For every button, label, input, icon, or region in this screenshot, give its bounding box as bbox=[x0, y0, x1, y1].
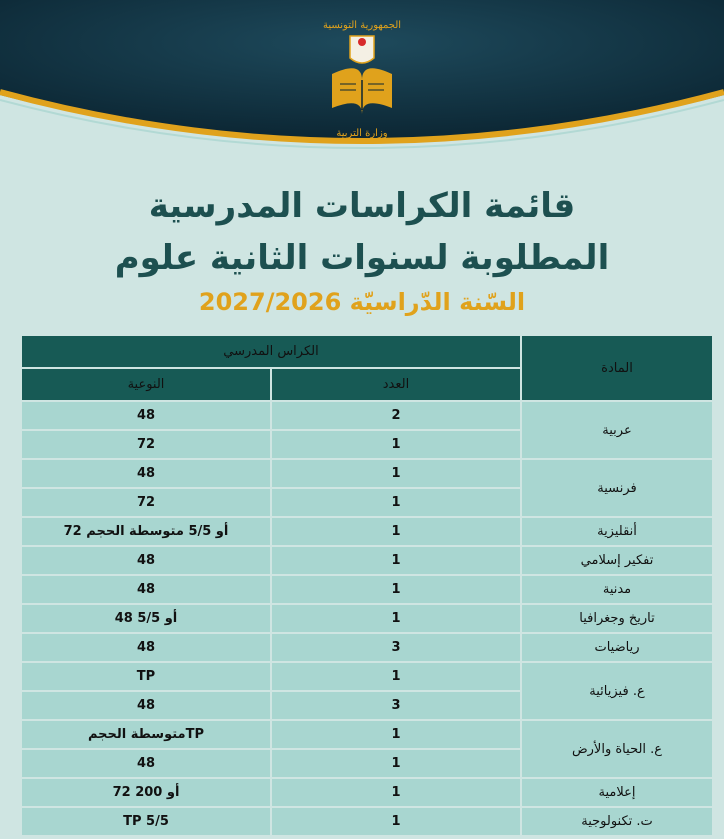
ministry-text: وزارة التربية bbox=[336, 128, 388, 139]
count-cell: 1 bbox=[272, 605, 520, 632]
type-cell: 72 bbox=[22, 431, 270, 458]
subject-cell: فرنسية bbox=[522, 460, 712, 516]
type-header: النوعية bbox=[22, 369, 270, 400]
title-line-1: قائمة الكراسات المدرسية bbox=[148, 186, 576, 226]
count-cell: 1 bbox=[272, 518, 520, 545]
table-row bbox=[22, 518, 712, 545]
subject-cell: أنقليزية bbox=[522, 518, 712, 545]
emblem-icon bbox=[312, 14, 412, 144]
type-cell: 72 أو 5/5 متوسطة الحجم bbox=[22, 518, 270, 545]
table-row bbox=[22, 402, 712, 429]
table-row bbox=[22, 634, 712, 661]
count-cell: 3 bbox=[272, 634, 520, 661]
subject-header: المادة bbox=[522, 336, 712, 400]
notebook-table bbox=[20, 334, 714, 837]
table-row bbox=[22, 547, 712, 574]
table-row bbox=[22, 605, 712, 632]
type-cell: 48 bbox=[22, 402, 270, 429]
table-row bbox=[22, 576, 712, 603]
subject-cell: ع. الحياة والأرض bbox=[522, 721, 712, 777]
type-cell: TP bbox=[22, 663, 270, 690]
subject-cell: تاريخ وجغرافيا bbox=[522, 605, 712, 632]
count-cell: 1 bbox=[272, 750, 520, 777]
subject-cell: مدنية bbox=[522, 576, 712, 603]
table-row bbox=[22, 460, 712, 487]
table-row bbox=[22, 808, 712, 835]
count-cell: 1 bbox=[272, 779, 520, 806]
count-cell: 3 bbox=[272, 692, 520, 719]
type-cell: 48 bbox=[22, 576, 270, 603]
table-row bbox=[22, 779, 712, 806]
type-cell: 72 bbox=[22, 489, 270, 516]
type-cell: 48 أو 5/5 bbox=[22, 605, 270, 632]
count-cell: 2 bbox=[272, 402, 520, 429]
count-cell: 1 bbox=[272, 721, 520, 748]
header-banner bbox=[0, 0, 724, 170]
table-row bbox=[22, 663, 712, 690]
subject-cell: عربية bbox=[522, 402, 712, 458]
notebook-group-header: الكراس المدرسي bbox=[22, 336, 520, 367]
subject-cell: تفكير إسلامي bbox=[522, 547, 712, 574]
count-cell: 1 bbox=[272, 460, 520, 487]
subject-cell: إعلامية bbox=[522, 779, 712, 806]
type-cell: 48 bbox=[22, 750, 270, 777]
count-cell: 1 bbox=[272, 547, 520, 574]
count-cell: 1 bbox=[272, 663, 520, 690]
count-cell: 1 bbox=[272, 576, 520, 603]
type-cell: 48 bbox=[22, 547, 270, 574]
count-header: العدد bbox=[272, 369, 520, 400]
republic-text: الجمهورية التونسية bbox=[322, 20, 402, 31]
type-cell: 48 bbox=[22, 634, 270, 661]
title-line-2: المطلوبة لسنوات الثانية علوم bbox=[114, 238, 610, 278]
type-cell: TP 5/5 bbox=[22, 808, 270, 835]
table-row bbox=[22, 721, 712, 748]
count-cell: 1 bbox=[272, 431, 520, 458]
ministry-emblem bbox=[312, 14, 412, 144]
subject-cell: ع. فيزيائية bbox=[522, 663, 712, 719]
subject-cell: ت. تكنولوجية bbox=[522, 808, 712, 835]
subject-cell: رياضيات bbox=[522, 634, 712, 661]
table-body bbox=[22, 402, 712, 835]
school-year: السّنة الدّراسيّة 2027/2026 bbox=[198, 288, 526, 316]
count-cell: 1 bbox=[272, 489, 520, 516]
type-cell: 72 أو 200 bbox=[22, 779, 270, 806]
type-cell: متوسطة الحجمTP bbox=[22, 721, 270, 748]
type-cell: 48 bbox=[22, 460, 270, 487]
type-cell: 48 bbox=[22, 692, 270, 719]
page-title bbox=[0, 180, 724, 284]
count-cell: 1 bbox=[272, 808, 520, 835]
